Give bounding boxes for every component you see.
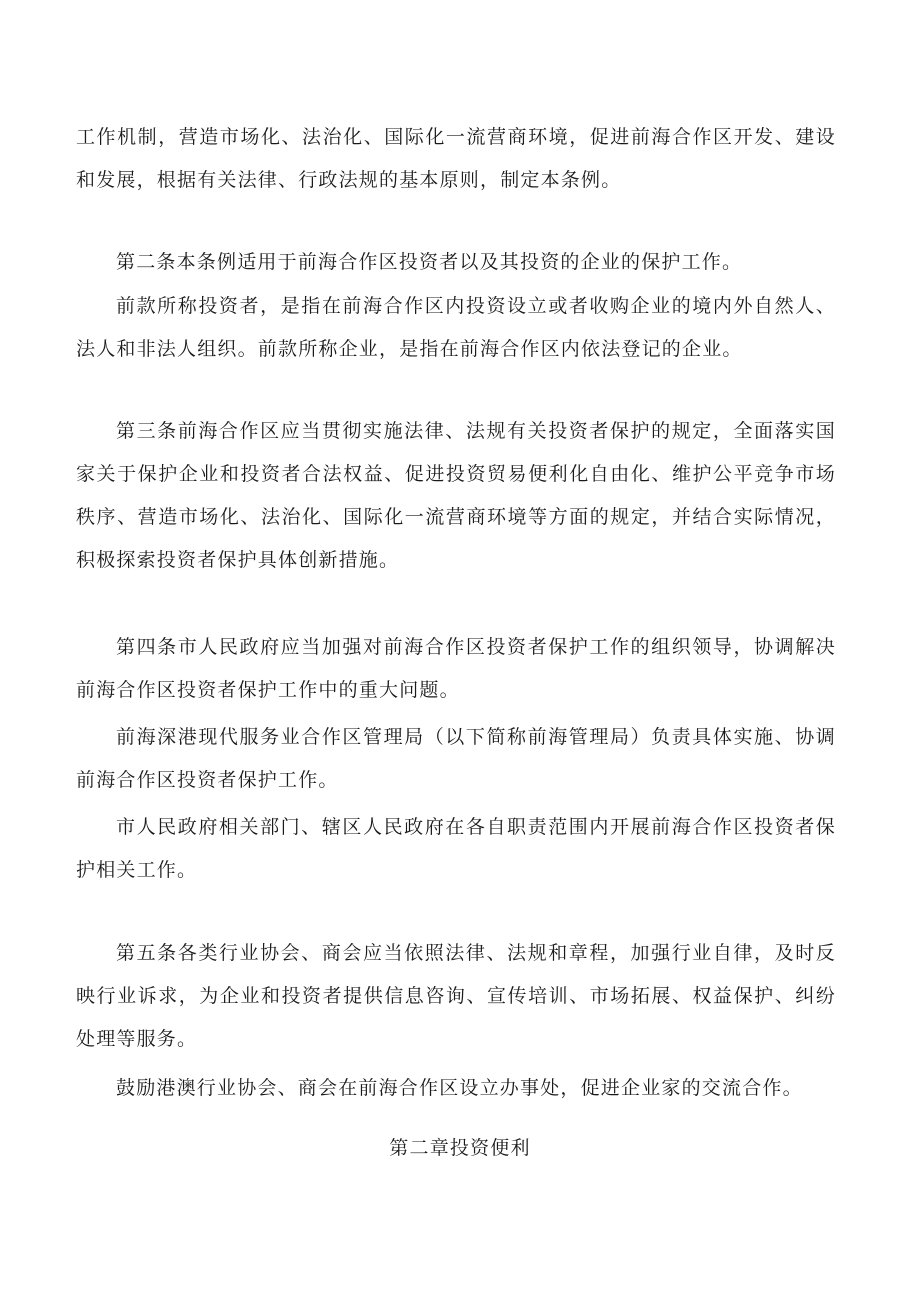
chapter-heading: 第二章投资便利 — [389, 1137, 531, 1159]
paragraph-article-2-definition: 前款所称投资者，是指在前海合作区内投资设立或者收购企业的境内外自然人、法人和非法人组织。前款所称企业，是指在前海合作区内依法登记的企业。 — [76, 295, 836, 360]
paragraph-article-3: 第三条前海合作区应当贯彻实施法律、法规有关投资者保护的规定，全面落实国家关于保护企业和投资者合法权益、促进投资贸易便利化自由化、维护公平竞争市场秩序、营造市场化、法治化、国际化一流营商环境等方面的规定，并结合实际情况，积极探索投资者保护具体创新措施。 — [76, 420, 836, 571]
paragraph-preamble-continuation: 工作机制，营造市场化、法治化、国际化一流营商环境，促进前海合作区开发、建设和发展，根据有关法律、行政法规的基本原则，制定本条例。 — [76, 126, 836, 191]
paragraph-article-5-encourage: 鼓励港澳行业协会、商会在前海合作区设立办事处，促进企业家的交流合作。 — [116, 1077, 803, 1099]
paragraph-article-4-departments: 市人民政府相关部门、辖区人民政府在各自职责范围内开展前海合作区投资者保护相关工作。 — [76, 816, 836, 881]
paragraph-article-2: 第二条本条例适用于前海合作区投资者以及其投资的企业的保护工作。 — [116, 251, 743, 273]
paragraph-article-4-authority: 前海深港现代服务业合作区管理局（以下简称前海管理局）负责具体实施、协调前海合作区投资者保护工作。 — [76, 726, 836, 791]
paragraph-article-5: 第五条各类行业协会、商会应当依照法律、法规和章程，加强行业自律，及时反映行业诉求，为企业和投资者提供信息咨询、宣传培训、市场拓展、权益保护、纠纷处理等服务。 — [76, 942, 836, 1050]
paragraph-article-4: 第四条市人民政府应当加强对前海合作区投资者保护工作的组织领导，协调解决前海合作区投资者保护工作中的重大问题。 — [76, 636, 836, 701]
